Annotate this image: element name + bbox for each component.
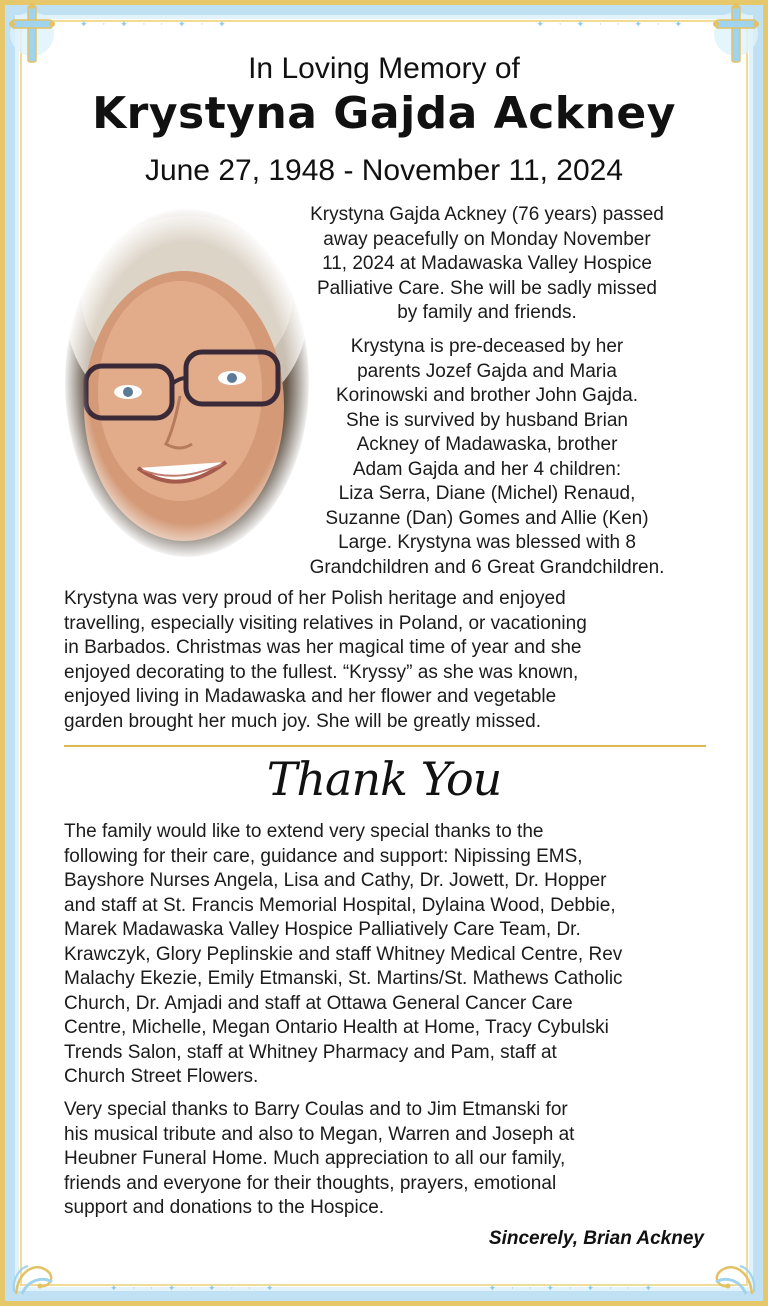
text-line: The family would like to extend very special thanks to the: [64, 821, 544, 842]
memorial-pre-title: In Loving Memory of: [248, 52, 520, 85]
sparkle-decoration: ✦ · · ✦ · ✦ · · ✦: [488, 1284, 658, 1294]
text-line: Heubner Funeral Home. Much appreciation to all our family,: [64, 1148, 566, 1169]
text-line: friends and everyone for their thoughts, prayers, emotional: [64, 1172, 557, 1194]
sparkle-decoration: ✦ · · ✦ · ✦ · · ✦: [110, 1284, 280, 1294]
text-line: Ackney of Madawaska, brother: [356, 434, 618, 455]
life-dates: June 27, 1948 - November 11, 2024: [144, 154, 624, 187]
text-line: Large. Krystyna was blessed with 8: [338, 532, 636, 553]
text-line: his musical tribute and also to Megan, Warren and Joseph at: [64, 1123, 575, 1145]
text-line: Malachy Ekezie, Emily Etmanski, St. Martins/St. Mathews Catholic: [64, 968, 623, 989]
obituary-paragraph-3: [64, 587, 714, 734]
text-line: and staff at St. Francis Memorial Hospital, Dylaina Wood, Debbie,: [64, 894, 616, 916]
obituary-paragraph-2: [262, 335, 712, 580]
deceased-name: Krystyna Gajda Ackney: [92, 88, 676, 139]
text-line: Trends Salon, staff at Whitney Pharmacy and Pam, staff at: [64, 1041, 557, 1063]
text-line: garden brought her much joy. She will be greatly missed.: [64, 710, 542, 732]
text-line: 11, 2024 at Madawaska Valley Hospice: [322, 253, 652, 274]
text-line: parents Jozef Gajda and Maria: [357, 360, 617, 382]
thank-you-paragraph-1: [64, 820, 714, 1090]
text-line: Adam Gajda and her 4 children:: [352, 458, 622, 480]
text-line: Suzanne (Dan) Gomes and Allie (Ken): [325, 507, 649, 529]
signoff: Sincerely, Brian Ackney: [488, 1228, 704, 1249]
text-line: Very special thanks to Barry Coulas and to Jim Etmanski for: [64, 1099, 568, 1120]
sparkle-decoration: ✦ · ✦ · · ✦ · ✦: [536, 20, 688, 30]
text-line: She is survived by husband Brian: [346, 409, 628, 431]
text-line: by family and friends.: [397, 302, 577, 323]
thank-you-paragraph-2: [64, 1098, 714, 1221]
sparkle-decoration: ✦ · ✦ · · ✦ · ✦: [80, 20, 232, 30]
text-line: Korinowski and brother John Gajda.: [335, 385, 639, 406]
text-line: Church, Dr. Amjadi and staff at Ottawa General Cancer Care: [64, 992, 573, 1014]
text-line: Grandchildren and 6 Great Grandchildren.: [309, 556, 665, 578]
section-divider: [64, 745, 706, 747]
text-line: away peacefully on Monday November: [323, 228, 651, 250]
text-line: Centre, Michelle, Megan Ontario Health at Home, Tracy Cybulski: [64, 1017, 609, 1038]
text-line: support and donations to the Hospice.: [64, 1197, 385, 1218]
text-line: Krystyna Gajda Ackney (76 years) passed: [310, 204, 664, 225]
floral-scroll-icon: [6, 1232, 76, 1302]
thank-you-title: Thank You: [266, 752, 502, 806]
text-line: Palliative Care. She will be sadly missed: [316, 277, 658, 299]
text-line: Krystyna is pre-deceased by her: [350, 336, 624, 357]
text-line: following for their care, guidance and support: Nipissing EMS,: [64, 845, 583, 867]
obituary-paragraph-1: [262, 203, 712, 326]
text-line: in Barbados. Christmas was her magical time of year and she: [64, 637, 582, 658]
text-line: Krystyna was very proud of her Polish heritage and enjoyed: [64, 588, 566, 609]
text-line: Krawczyk, Glory Peplinskie and staff Whitney Medical Centre, Rev: [64, 943, 623, 965]
text-line: Church Street Flowers.: [64, 1066, 259, 1087]
text-line: travelling, especially visiting relatives in Poland, or vacationing: [64, 612, 587, 634]
text-line: enjoyed living in Madawaska and her flower and vegetable: [64, 686, 557, 707]
text-line: Marek Madawaska Valley Hospice Palliatively Care Team, Dr.: [64, 919, 581, 940]
text-line: enjoyed decorating to the fullest. “Kryssy” as she was known,: [64, 661, 579, 683]
text-line: Bayshore Nurses Angela, Lisa and Cathy, Dr. Jowett, Dr. Hopper: [64, 870, 607, 891]
text-line: Liza Serra, Diane (Michel) Renaud,: [338, 483, 636, 504]
